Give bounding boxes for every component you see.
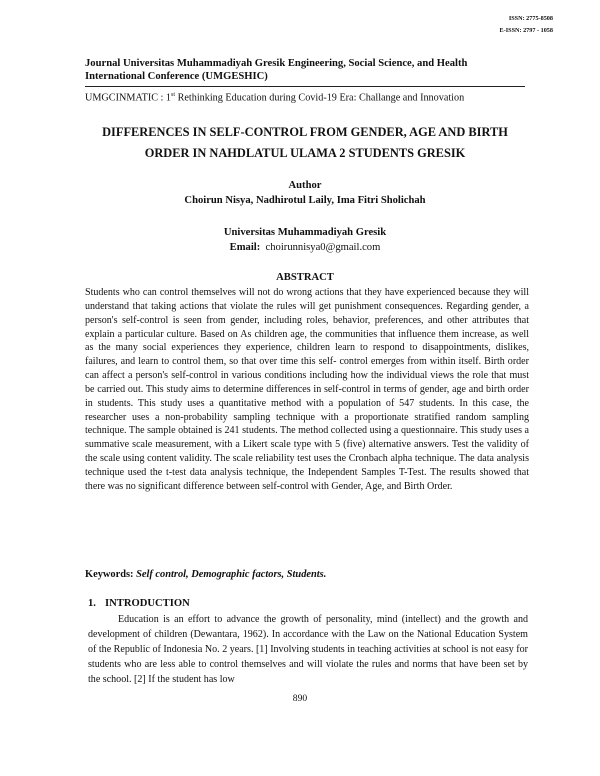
abstract-heading: ABSTRACT xyxy=(276,272,334,283)
issn-block xyxy=(500,13,553,37)
issn: ISSN: 2775-8508 xyxy=(508,15,553,22)
conference-prefix: UMGCINMATIC : 1 xyxy=(85,92,172,104)
author-heading: Author xyxy=(288,180,322,191)
email-label: Email: xyxy=(229,242,261,253)
eissn: E-ISSN: 2797 - 1058 xyxy=(499,27,553,34)
keywords-label: Keywords: xyxy=(85,569,134,580)
conference-line xyxy=(85,86,525,104)
abstract-text: Students who can control themselves will not do wrong actions that they have experienced because they will understand that taking actions that violate the rules will get punishment consequences. Regarding gender, a person's self-control is seen from gender, including roles, behavior, preferences, and other attributes that explain a particular culture. Based on As children age, the communities that influence them increase, as well as the many social experiences they experience, children learn to respond to disappointments, dislikes, failures, and learn to control them, so that over time this self- control emerges from within itself. Birth order can affect a person's self-control in various conditions including how the individual views the role that must be carried out. This study aims to determine differences in self-control in terms of gender, age and birth order in students. This study uses a quantitative method with a population of 547 students. In this case, the researcher uses a non-probability sampling technique with a proportionate stratified random sampling technique. The sample obtained is 241 students. The method collected using a questionnaire. This study uses a summative scale measurement, with a Likert scale type with 5 (five) alternative answers. Test the validity of the scale using content validity. The scale reliability test uses the Cronbach alpha technique. The data analysis technique used the t-test data analysis technique, the Independent Samples T-Test. The results showed that there was no significant difference between self-control with Gender, Age, and Birth Order. xyxy=(85,287,529,492)
keywords-value: Self control, Demographic factors, Students. xyxy=(136,569,327,580)
affiliation: Universitas Muhammadiyah Gresik xyxy=(223,227,387,238)
section-number: 1. xyxy=(88,598,96,609)
paper-title: DIFFERENCES IN SELF-CONTROL FROM GENDER, AGE AND BIRTH ORDER IN NAHDLATUL ULAMA 2 STUDENTS GRESIK xyxy=(102,125,508,160)
page-number: 890 xyxy=(292,693,308,704)
section-title: INTRODUCTION xyxy=(105,598,190,609)
conference-sup: st xyxy=(171,92,176,98)
email-address: choirunnisya0@gmail.com xyxy=(265,242,381,253)
introduction-text: Education is an effort to advance the growth of personality, mind (intellect) and the growth and development of children (Dewantara, 1962). In accordance with the Law on the National Education System of the Republic of Indonesia No. 2 years. [1] Involving students in teaching activities at school is not easy for students who are less able to control themselves and will violate the rules and norms that have been set by the school. [2] If the student has low xyxy=(88,614,529,686)
conference-suffix: Rethinking Education during Covid-19 Era: Challange and Innovation xyxy=(175,92,465,104)
email-line xyxy=(85,241,525,254)
journal-title: Journal Universitas Muhammadiyah Gresik Engineering, Social Science, and Health International Conference (UMGESHIC) xyxy=(85,58,468,82)
author-names: Choirun Nisya, Nadhirotul Laily, Ima Fitri Sholichah xyxy=(184,195,426,206)
keywords-line xyxy=(85,568,525,581)
section-heading-introduction xyxy=(88,597,190,610)
